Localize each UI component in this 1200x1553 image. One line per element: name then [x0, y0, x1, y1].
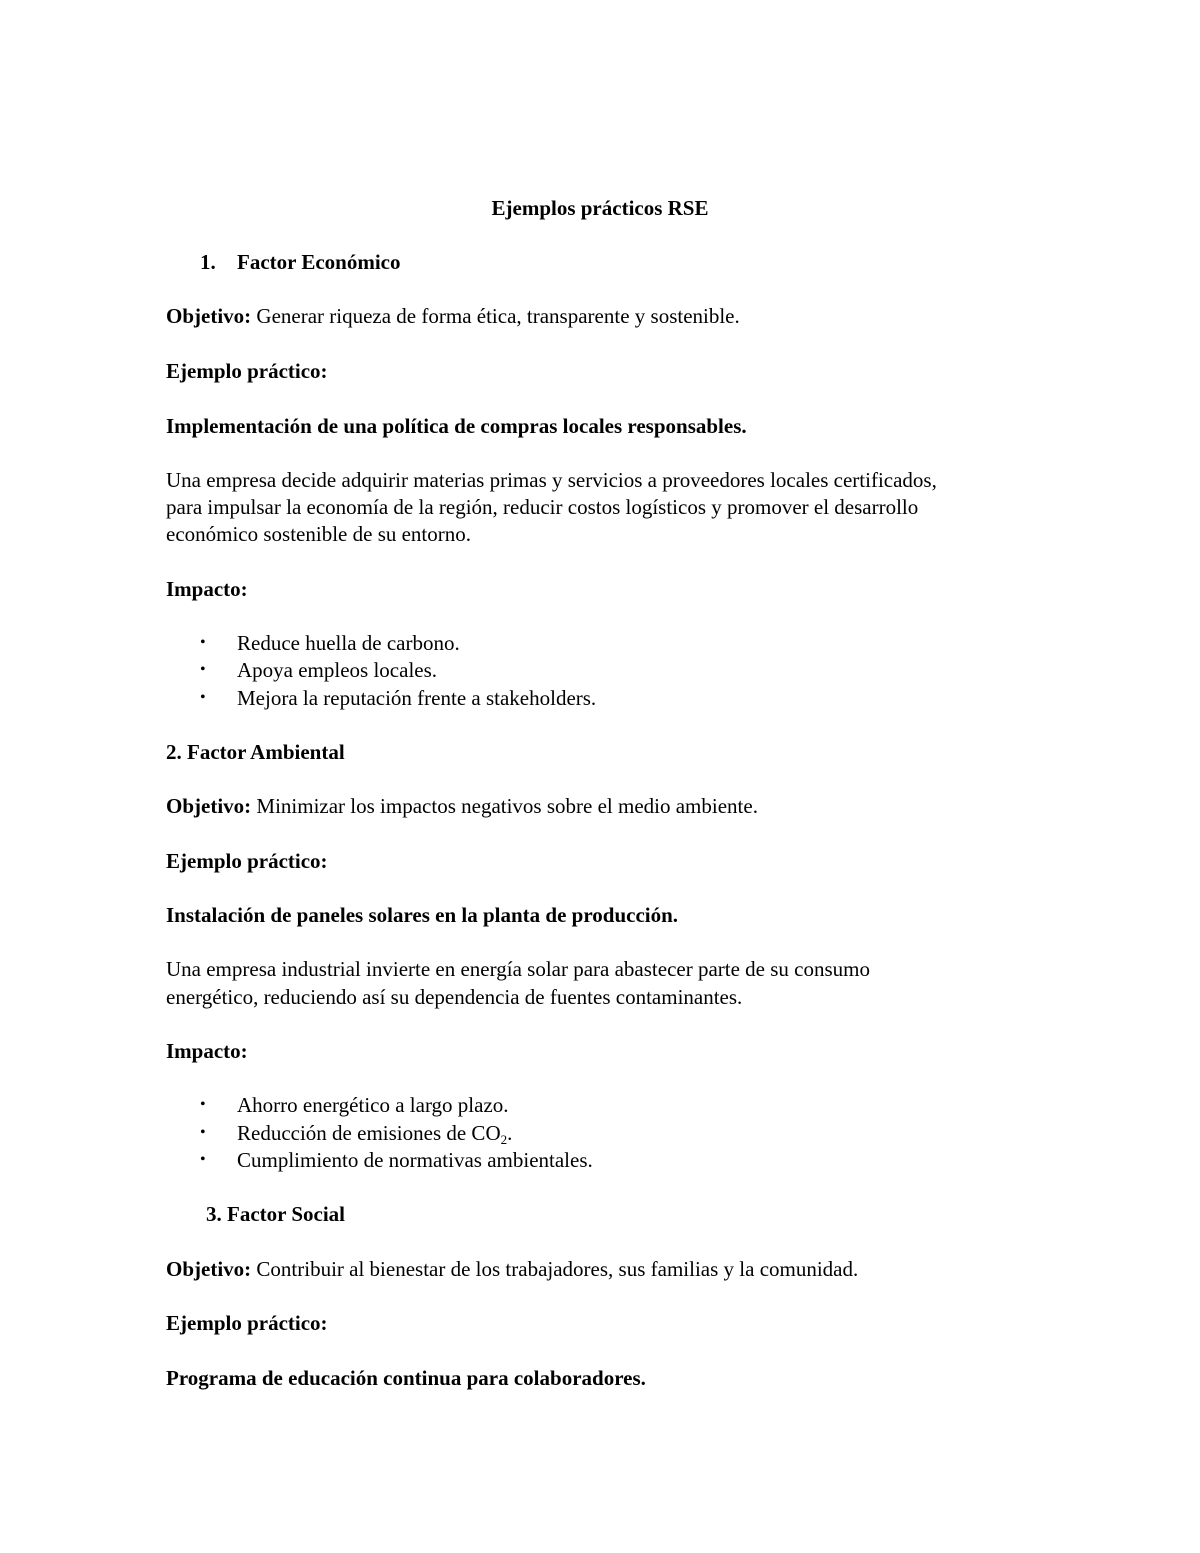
- impact-item-text: Reducción de emisiones de CO: [237, 1121, 501, 1145]
- section-1-impact-item-2: Apoya empleos locales.: [237, 658, 438, 682]
- objective-text: Minimizar los impactos negativos sobre el medio ambiente.: [251, 794, 758, 818]
- bullet-icon: •: [200, 689, 206, 706]
- section-2-impact-item-2: [237, 1119, 512, 1147]
- section-2-objective: [166, 792, 758, 820]
- bullet-icon: •: [200, 661, 206, 678]
- bullet-icon: •: [200, 634, 206, 651]
- section-2-example-label: Ejemplo práctico:: [166, 849, 328, 873]
- section-2-description-line-2: energético, reduciendo así su dependencia de fuentes contaminantes.: [166, 985, 743, 1009]
- section-1-example-title: Implementación de una política de compras locales responsables.: [166, 414, 747, 438]
- section-2-example-title: Instalación de paneles solares en la planta de producción.: [166, 903, 679, 927]
- co2-subscript: 2: [500, 1132, 508, 1147]
- document-title: Ejemplos prácticos RSE: [491, 196, 709, 220]
- section-1-example-label: Ejemplo práctico:: [166, 359, 328, 383]
- section-1-impact-item-1: Reduce huella de carbono.: [237, 631, 460, 655]
- objective-text: Generar riqueza de forma ética, transparente y sostenible.: [251, 304, 740, 328]
- section-2-heading: 2. Factor Ambiental: [166, 740, 345, 764]
- section-1-impact-label: Impacto:: [166, 577, 248, 601]
- section-3-objective: [166, 1255, 858, 1283]
- objective-label: Objetivo:: [166, 794, 252, 818]
- section-3-example-label: Ejemplo práctico:: [166, 1311, 328, 1335]
- section-2-impact-label: Impacto:: [166, 1039, 248, 1063]
- bullet-icon: •: [200, 1151, 206, 1168]
- bullet-icon: •: [200, 1124, 206, 1141]
- section-1-description-line-2: para impulsar la economía de la región, reducir costos logísticos y promover el desarrollo: [166, 495, 919, 519]
- bullet-icon: •: [200, 1096, 206, 1113]
- impact-item-suffix: .: [507, 1121, 513, 1145]
- section-1-number: 1.: [200, 250, 216, 274]
- objective-label: Objetivo:: [166, 1257, 252, 1281]
- section-1-heading: Factor Económico: [237, 250, 401, 274]
- objective-text: Contribuir al bienestar de los trabajadores, sus familias y la comunidad.: [251, 1257, 859, 1281]
- section-1-description-line-1: Una empresa decide adquirir materias primas y servicios a proveedores locales certificados,: [166, 468, 937, 492]
- section-2-impact-item-3: Cumplimiento de normativas ambientales.: [237, 1148, 593, 1172]
- section-3-example-title: Programa de educación continua para colaboradores.: [166, 1366, 646, 1390]
- section-1-impact-item-3: Mejora la reputación frente a stakeholders.: [237, 686, 597, 710]
- objective-label: Objetivo:: [166, 304, 252, 328]
- section-1-objective: [166, 302, 740, 330]
- section-2-impact-item-1: Ahorro energético a largo plazo.: [237, 1093, 509, 1117]
- section-1-description-line-3: económico sostenible de su entorno.: [166, 522, 472, 546]
- section-2-description-line-1: Una empresa industrial invierte en energía solar para abastecer parte de su consumo: [166, 957, 870, 981]
- section-3-heading: 3. Factor Social: [206, 1202, 346, 1226]
